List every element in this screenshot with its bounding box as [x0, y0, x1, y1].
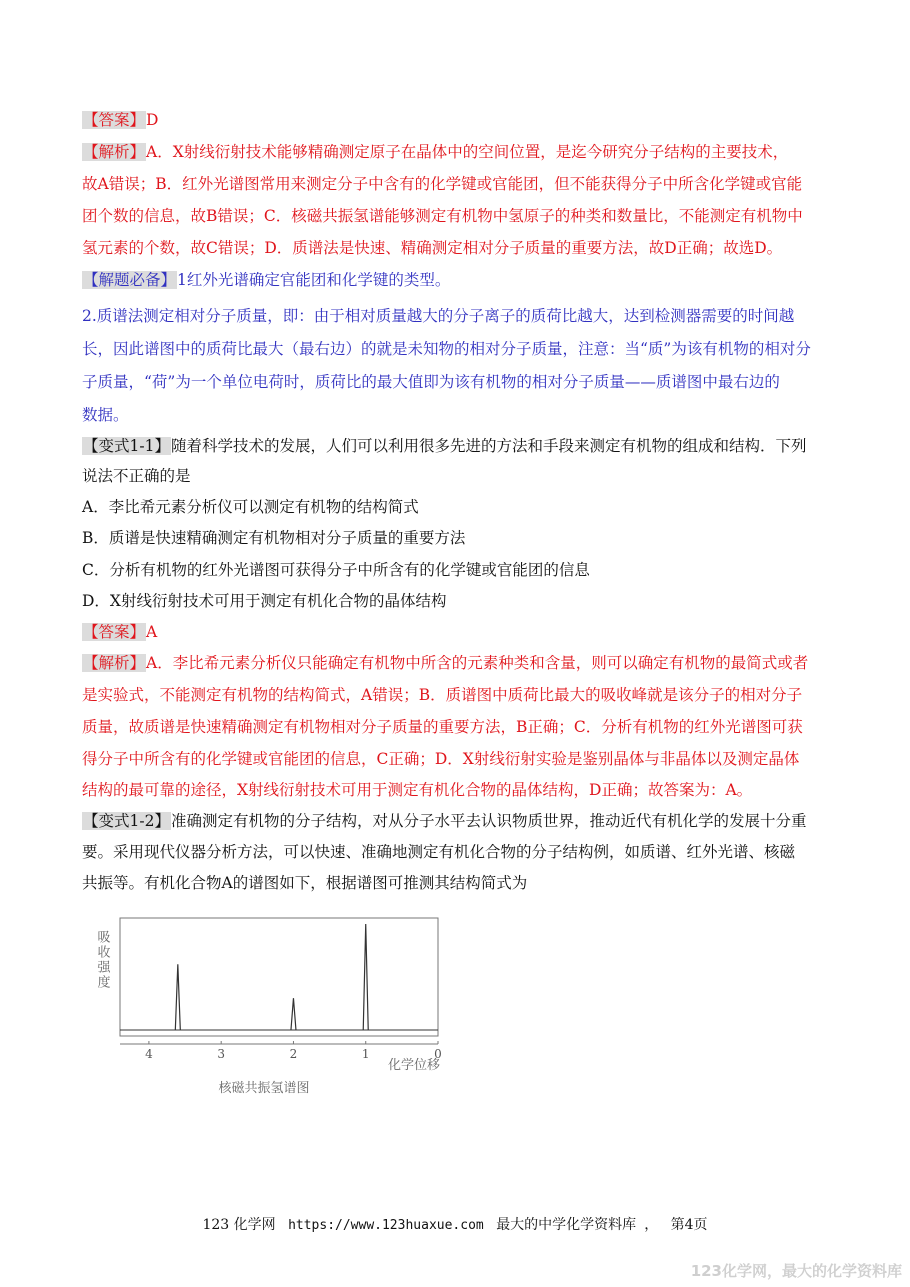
text-line — [82, 749, 799, 769]
section-tag: 【解析】 — [83, 654, 146, 672]
text-line — [82, 685, 802, 705]
line-text: 随着科学技术的发展，人们可以利用很多先进的方法和手段来测定有机物的组成和结构．下列 — [170, 437, 807, 455]
line-text: 共振等。有机化合物A的谱图如下，根据谱图可推测其结构简式为 — [82, 874, 528, 892]
line-text: 要。采用现代仪器分析方法，可以快速、准确地测定有机化合物的分子结构例，如质谱、红外光谱、核磁 — [82, 843, 796, 861]
text-line — [82, 842, 795, 862]
x-axis-label: 化学位移 — [387, 1058, 441, 1073]
line-text: 质量，故质谱是快速精确测定有机物相对分子质量的重要方法，B正确；C．分析有机物的红外光谱图可获 — [82, 718, 803, 736]
text-line — [82, 528, 465, 548]
footer-slogan: 最大的中学化学资料库 — [496, 1217, 637, 1233]
section-tag: 【解题必备】 — [83, 271, 177, 289]
y-axis-label-text: 吸收强度 — [94, 930, 110, 990]
text-line — [82, 717, 803, 737]
line-text: A．X射线衍射技术能够精确测定原子在晶体中的空间位置，是迄今研究分子结构的主要技术， — [146, 143, 789, 161]
x-tick-label: 3 — [217, 1047, 226, 1061]
watermark: 123化学网，最大的化学资料库 — [690, 1262, 902, 1280]
line-text: A — [146, 623, 158, 641]
spectrum-peak — [363, 924, 368, 1030]
line-text: 子质量，“荷”为一个单位电荷时，质荷比的最大值即为该有机物的相对分子质量——质谱图中最右边的 — [82, 373, 780, 391]
chart-title: 核磁共振氢谱图 — [218, 1081, 310, 1096]
text-line — [82, 174, 802, 194]
footer-page-number: 第4页 — [670, 1217, 708, 1233]
text-line — [82, 466, 191, 486]
line-text: A．李比希元素分析仪只能确定有机物中所含的元素种类和含量，则可以确定有机物的最简式或者 — [146, 654, 809, 672]
y-axis-label — [95, 930, 111, 990]
text-line — [82, 270, 450, 290]
text-line — [82, 110, 158, 130]
spectrum-peak — [175, 964, 180, 1030]
line-text: B．质谱是快速精确测定有机物相对分子质量的重要方法 — [82, 529, 466, 547]
section-tag: 【变式1-2】 — [83, 812, 170, 830]
line-text: 准确测定有机物的分子结构，对从分子水平去认识物质世界，推动近代有机化学的发展十分重 — [170, 812, 807, 830]
text-line — [82, 591, 446, 611]
nmr-spectrum-chart — [82, 912, 452, 1102]
spectrum-peaks — [120, 924, 438, 1030]
spectrum-peak — [291, 998, 296, 1030]
x-tick-label: 0 — [434, 1047, 442, 1061]
text-line — [82, 780, 752, 800]
line-text: D — [146, 111, 159, 129]
text-line — [82, 622, 157, 642]
text-line — [82, 372, 780, 392]
section-tag: 【变式1-1】 — [83, 437, 170, 455]
line-text: D．X射线衍射技术可用于测定有机化合物的晶体结构 — [82, 592, 447, 610]
text-line — [82, 306, 794, 326]
text-line — [82, 405, 129, 425]
footer-site: 123 化学网 — [202, 1217, 276, 1233]
line-text: 长，因此谱图中的质荷比最大（最右边）的就是未知物的相对分子质量，注意：当“质”为该有机物的相对分 — [82, 340, 811, 358]
line-text: 1红外光谱确定官能团和化学键的类型。 — [177, 271, 451, 289]
text-line — [82, 811, 806, 831]
text-line — [82, 339, 811, 359]
footer-url[interactable]: https://www.123huaxue.com — [288, 1218, 484, 1233]
line-text: 氢元素的个数，故C错误；D．质谱法是快速、精确测定相对分子质量的重要方法，故D正确；故选D。 — [82, 239, 783, 257]
line-text: 得分子中所含有的化学键或官能团的信息，C正确；D．X射线衍射实验是鉴别晶体与非晶体以及测定晶体 — [82, 750, 800, 768]
line-text: 团个数的信息，故B错误；C．核磁共振氢谱能够测定有机物中氢原子的种类和数量比，不能测定有机物中 — [82, 207, 803, 225]
line-text: 说法不正确的是 — [82, 467, 191, 485]
line-text: A．李比希元素分析仪可以测定有机物的结构简式 — [82, 498, 419, 516]
section-tag: 【解析】 — [83, 143, 146, 161]
line-text: C．分析有机物的红外光谱图可获得分子中所含有的化学键或官能团的信息 — [82, 561, 590, 579]
x-tick-label: 2 — [289, 1047, 298, 1061]
page-footer: 123 化学网 https://www.123huaxue.com 最大的中学化学资料库 ， 第4页 — [202, 1217, 708, 1233]
x-tick-label: 4 — [145, 1047, 153, 1061]
text-line — [82, 436, 806, 456]
text-line — [82, 238, 782, 258]
text-line — [82, 497, 419, 517]
text-line — [82, 560, 590, 580]
chart-frame — [120, 918, 438, 1036]
line-text: 是实验式，不能测定有机物的结构简式，A错误；B．质谱图中质荷比最大的吸收峰就是该分子的相对分子 — [82, 686, 803, 704]
text-line — [82, 873, 527, 893]
text-line — [82, 142, 788, 162]
line-text: 结构的最可靠的途径，X射线衍射技术可用于测定有机化合物的晶体结构，D正确；故答案为：A。 — [82, 781, 753, 799]
text-line — [82, 653, 808, 673]
text-line — [82, 206, 803, 226]
line-text: 故A错误；B．红外光谱图常用来测定分子中含有的化学键或官能团，但不能获得分子中所含化学键或官能 — [82, 175, 803, 193]
section-tag: 【答案】 — [83, 623, 146, 641]
section-tag: 【答案】 — [83, 111, 146, 129]
line-text: 2.质谱法测定相对分子质量，即：由于相对质量越大的分子离子的质荷比越大，达到检测器需要的时间越 — [82, 307, 795, 325]
line-text: 数据。 — [82, 406, 129, 424]
x-tick-label: 1 — [361, 1047, 370, 1061]
